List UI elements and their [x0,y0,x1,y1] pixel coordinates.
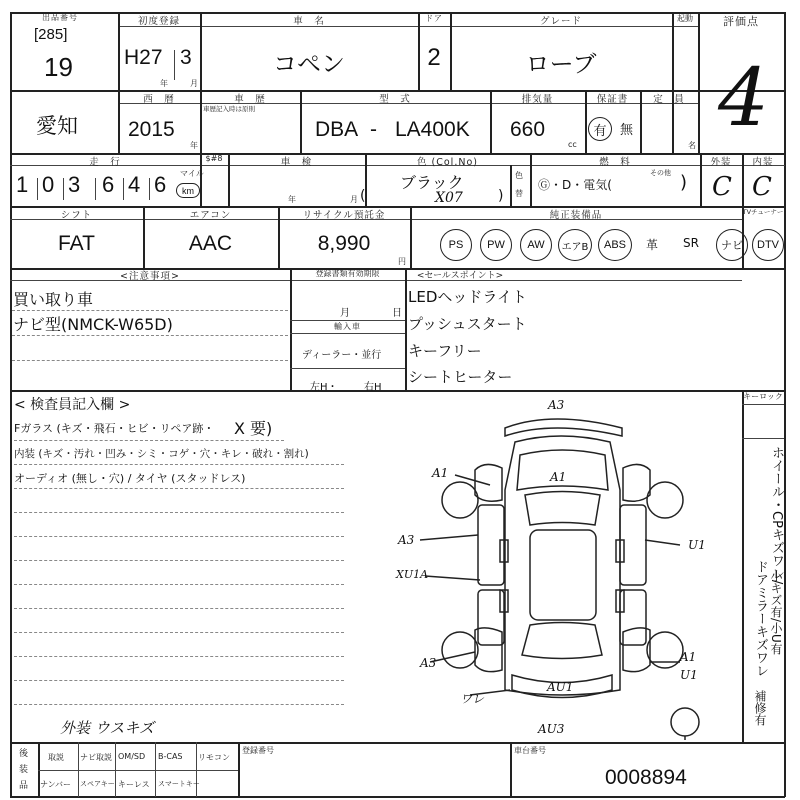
mark-12: AU3 [538,722,565,736]
seireki-year-unit: 年 [190,141,198,150]
mark-10: ワレ [460,692,485,706]
mileage-sep-3 [95,178,96,200]
equip-ps: PS [440,229,472,261]
insp-rule-11 [14,680,344,681]
mark-2: A1 [550,470,567,484]
model-value: LA400K [395,118,470,141]
vertical-note-3: 小キズ有/小U有 [769,570,783,655]
dealer-label: ディーラー・並行 [302,350,382,361]
region-value: 愛知 [36,114,78,138]
color-code: X07 [435,190,463,206]
vf-115 [115,742,116,797]
mark-5: U1 [688,538,706,552]
mark-3: A1 [432,466,449,480]
insp-rule-3 [14,488,344,489]
v-672 [672,12,674,153]
acc-remote: リモコン [198,753,230,762]
acc-om-sd: OM/SD [118,752,146,761]
lot-label: 出品番号 [42,13,78,22]
reg-no-label: 登録番号 [242,746,274,755]
chassis-value: 0008894 [605,766,687,789]
score-label: 評価点 [723,15,759,28]
acc-navi-manual: ナビ取説 [80,753,112,762]
insp-rule-1 [14,440,284,441]
mileage-d0: 1 [16,172,38,197]
tuner-label: TVチューナー [742,208,784,216]
car-name-value: コペン [273,50,345,78]
km-label: km [176,183,200,198]
caution-label: <注意事項> [120,271,180,282]
v5-405 [405,268,407,390]
caution-line-2: ナビ型(NMCK-W65D) [13,315,173,334]
acc-spare-key: スペアキー [80,780,115,788]
keylock-band [742,404,784,405]
recycle-label: リサイクル預託金 [302,210,386,221]
import-label: 輸入車 [334,322,361,331]
insp-rule-6 [14,560,344,561]
mileage-d1: 0 [42,172,55,197]
mileage-sep-4 [123,178,124,200]
inspector-handwritten-bottom: 外装 ウスキズ [60,719,155,737]
mark-4: A3 [398,533,415,547]
seireki-value: 2015 [128,118,175,141]
displacement-label: 排気量 [521,94,554,105]
mileage-sep-1 [37,178,38,200]
mileage-d3: 6 [102,172,115,197]
mileage-label: 走 行 [89,157,121,168]
mark-7: A3 [420,656,437,670]
footer-label-1: 後 [19,749,29,759]
frame-right [784,12,786,797]
lot-bracket: [285] [34,26,68,43]
cc-unit: cc [568,140,577,149]
mileage-sep-2 [63,178,64,200]
reg-month: 月 [340,308,350,319]
history-sub: 車歴記入時は原則 [203,105,255,113]
mark-8: A1 [680,650,697,664]
sales-point-2: プッシュスタート [408,315,527,333]
exterior-value: C [712,172,732,202]
fuel-label: 燃 料 [599,157,631,168]
footer-label-3: 品 [19,781,29,791]
fuel-close: ) [680,172,688,193]
mileage-d4: 4 [128,172,141,197]
doors-label: ドア [425,14,443,23]
vertical-note-2: ドアミラーキズワレ [753,560,768,677]
ac-label: エアコン [189,210,232,221]
mileage-d5: 6 [154,172,167,197]
mileage-d2: 3 [68,172,81,197]
hand-right: 右H [364,382,382,393]
inspection-label: 車 検 [280,157,313,168]
vf-155 [155,742,156,797]
first-reg-sep [174,50,175,80]
model-label: 型 式 [379,94,411,105]
shift-label: シフト [60,210,93,221]
car-name-label: 車 名 [293,16,325,27]
equip-abs: ABS [598,229,632,261]
grade-label: グレード [539,16,582,27]
reg-expiry-label: 登録書類有効期限 [315,269,380,278]
vertical-note-1: ホイール・CPキズワレ/ [769,446,784,585]
inspection-year-unit: 年 [288,195,296,204]
fuel-options: Ⓖ・D・電気( [538,178,612,192]
vertical-note-4: 補修有 [753,690,767,726]
equip-dtv: DTV [752,229,784,261]
start-label: 起動 [677,14,693,23]
dealer-bottom [290,368,405,369]
inspector-title: < 検査員記入欄 > [14,397,131,413]
mark-11: AU1 [547,680,574,694]
acc-bcas: B-CAS [158,752,183,761]
color-open-paren: ( [360,188,366,204]
warranty-yes: 有 [588,117,612,141]
caution-line-1: 買い取り車 [13,290,94,309]
footer-mid [38,770,238,771]
insp-rule-7 [14,584,344,585]
insp-rule-9 [14,632,344,633]
exterior-label: 外装 [710,157,732,168]
warranty-label: 保証書 [596,94,629,105]
v-118 [118,12,120,153]
history-label: 車 歴 [234,94,266,105]
model-dash: - [370,118,377,141]
color-side-2: 替 [515,189,523,198]
inspector-line-1-mark: X 要) [234,419,273,438]
ss-label: $#8 [205,154,223,163]
equip-leather: 革 [646,238,659,252]
equipment-label: 純正装備品 [549,210,603,221]
hand-left: 左H・ [310,382,338,393]
color-side-1: 色 [515,171,523,180]
sales-point-3: キーフリー [408,342,482,360]
fuel-other: その他 [650,169,671,177]
displacement-value: 660 [510,118,546,141]
v3-510 [510,165,512,206]
lot-number: 19 [44,52,73,82]
inspector-line-2: 内装 (キズ・汚れ・凹み・シミ・コゲ・穴・キレ・破れ・割れ) [14,448,309,460]
insp-rule-4 [14,512,344,513]
color-value: ブラック [400,173,464,192]
inspector-line-3: オーディオ (無し・穴) / タイヤ (スタッドレス) [14,472,246,485]
interior-value: C [752,172,772,202]
doors-value: 2 [427,44,441,71]
vf-238 [238,742,240,797]
vf-78 [78,742,79,797]
v-698 [698,12,700,153]
warranty-no: 無 [620,123,634,138]
key-lock-label: キーロック [743,392,783,401]
insp-rule-5 [14,536,344,537]
sales-point-1: LEDヘッドライト [408,288,527,306]
capacity-label: 定 員 [653,94,685,105]
mark-1: A3 [548,398,565,412]
acc-plate: ナンバー [40,780,72,789]
caution-rule-2 [12,335,288,336]
equip-airbag: エアB [558,229,592,261]
capacity-unit: 名 [688,141,696,150]
chassis-label: 車台番号 [514,746,546,755]
footer-label-2: 装 [19,765,29,775]
color-label: 色 (Col.No) [417,157,478,168]
mark-9: U1 [680,668,698,682]
frame-left [10,12,12,797]
equip-navi: ナビ [716,229,748,261]
caution-rule-1 [12,310,288,311]
seireki-label: 西 暦 [143,94,175,105]
recycle-value: 8,990 [317,232,371,255]
mile-label: マイル [180,169,204,178]
notes-bottom [10,390,785,392]
grade-value: ローブ [525,50,597,78]
sales-label: <セールスポイント> [416,271,504,281]
reg-day: 日 [392,308,402,319]
yen-unit: 円 [398,257,406,266]
color-close-paren: ) [498,188,504,204]
first-reg-label: 初度登録 [137,16,180,27]
caution-rule-3 [12,360,288,361]
year-unit: 年 [160,79,168,88]
month-unit: 月 [190,79,198,88]
import-label-bottom [290,333,405,334]
frame-bottom [10,796,785,798]
ac-value: AAC [188,232,233,255]
insp-rule-8 [14,608,344,609]
first-reg-month: 3 [180,46,192,69]
score-value: 4 [718,51,769,144]
insp-rule-2 [14,464,344,465]
insp-rule-10 [14,656,344,657]
mileage-sep-5 [149,178,150,200]
equip-aw: AW [520,229,552,261]
equip-pw: PW [480,229,512,261]
vf-510 [510,742,512,797]
sales-point-4: シートヒーター [408,368,513,386]
model-prefix: DBA [315,118,359,141]
acc-smart-key: スマートキー [158,780,200,788]
equip-sunroof: SR [683,236,699,250]
mark-6: XU1A [396,568,429,581]
inspector-bottom [10,742,785,744]
v6-742 [742,390,744,742]
insp-rule-12 [14,704,344,705]
inspection-month-unit: 月 [350,195,358,204]
keylock-box-bottom [742,438,784,439]
first-reg-value: H27 [124,46,163,69]
acc-keyless: キーレス [118,780,150,789]
interior-label: 内装 [752,157,774,168]
shift-value: FAT [58,232,95,255]
inspector-line-1: Fガラス (キズ・飛石・ヒビ・リペア跡・ [14,422,215,435]
acc-manual: 取説 [48,753,64,762]
